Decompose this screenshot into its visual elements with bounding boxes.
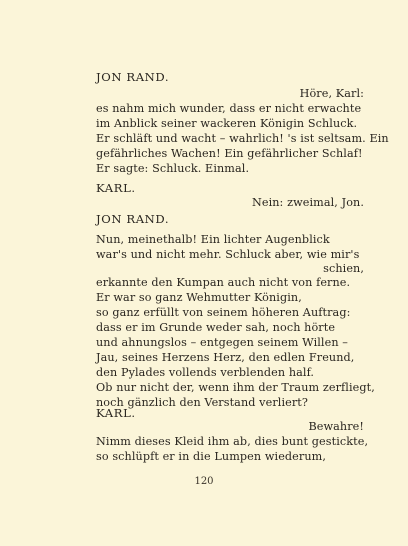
page-number: 120 [194,476,214,487]
verse-line: Nun, meinethalb! Ein lichter Augenblick [96,233,330,246]
verse-line-continuation: schien, [323,262,364,275]
verse-line: und ahnungslos – entgegen seinem Willen – [96,336,348,349]
verse-line: Ob nur nicht der, wenn ihm der Traum zerfliegt, [96,381,375,394]
verse-line: Höre, Karl: [299,87,364,100]
verse-line: dass er im Grunde weder sah, noch hörte [96,321,336,334]
verse-line: noch gänzlich den Verstand verliert? [96,396,308,409]
speaker-karl: KARL. [96,406,136,420]
verse-line: den Pylades vollends verblenden half. [96,366,315,379]
verse-line: so ganz erfüllt von seinem höheren Auftrag: [96,306,351,319]
verse-line: Nimm dieses Kleid ihm ab, dies bunt gestickte, [96,435,369,448]
verse-line: war's und nicht mehr. Schluck aber, wie mir's [96,248,360,261]
verse-line: so schlüpft er in die Lumpen wiederum, [96,450,327,463]
verse-line: Jau, seines Herzens Herz, den edlen Freund, [96,351,355,364]
speaker-jon-rand: JON RAND. [96,212,170,226]
verse-line: Er schläft und wacht – wahrlich! 's ist seltsam. Ein [96,132,389,145]
verse-line: es nahm mich wunder, dass er nicht erwachte [96,102,362,115]
verse-line: Er sagte: Schluck. Einmal. [96,162,250,175]
speaker-jon-rand: JON RAND. [96,70,170,84]
verse-line: im Anblick seiner wackeren Königin Schluck. [96,117,358,130]
verse-line: gefährliches Wachen! Ein gefährlicher Schlaf! [96,147,363,160]
speaker-karl: KARL. [96,181,136,195]
verse-line: Nein: zweimal, Jon. [251,196,364,209]
verse-line: Er war so ganz Wehmutter Königin, [96,291,302,304]
verse-line: erkannte den Kumpan auch nicht von ferne. [96,276,351,289]
verse-line: Bewahre! [308,420,364,433]
